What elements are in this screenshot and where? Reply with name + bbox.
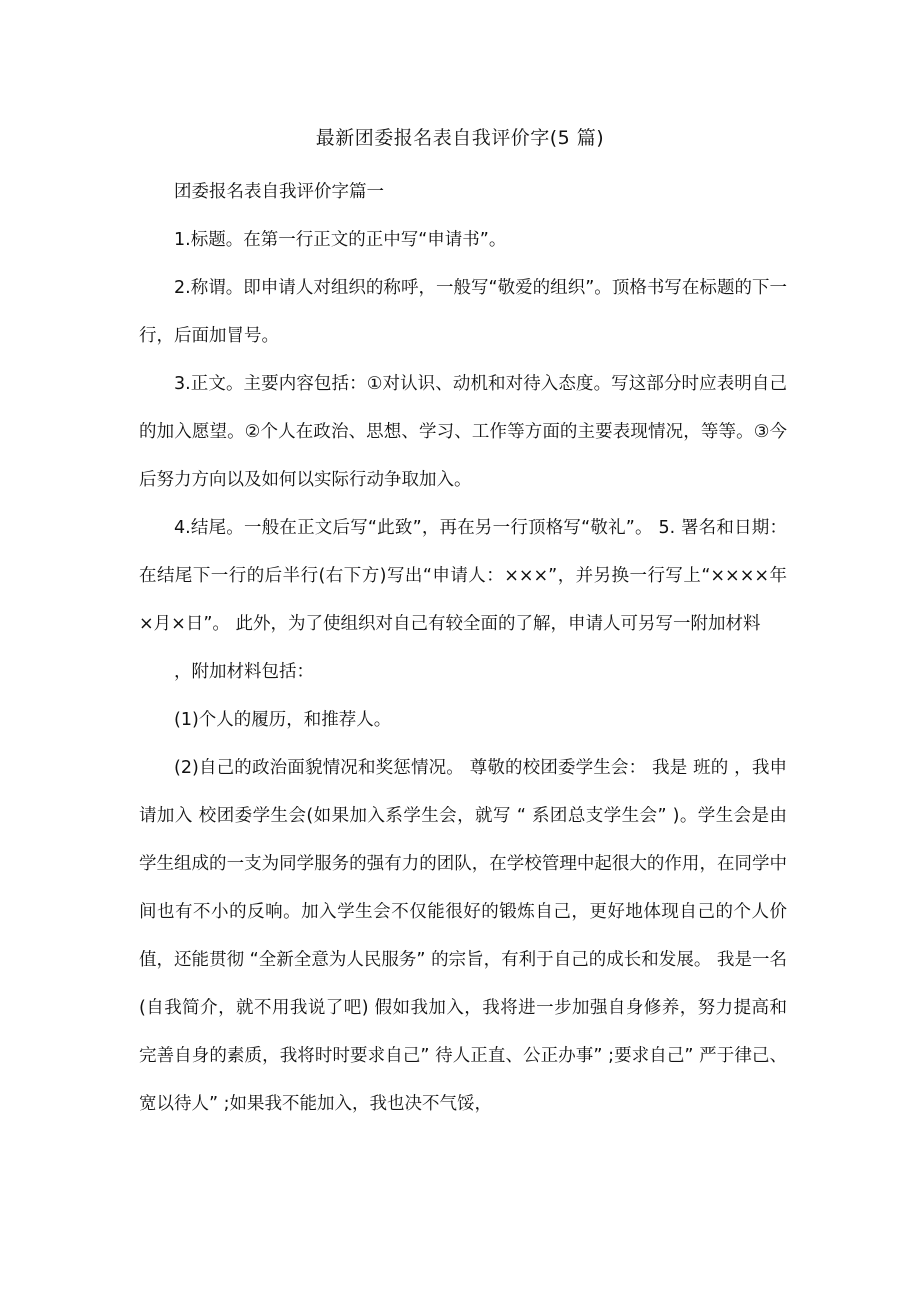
- paragraph-attachment-intro: ，附加材料包括：: [174, 662, 314, 682]
- paragraph-item-2: 2.称谓。即申请人对组织的称呼，一般写“敬爱的组织”。顶格书写在标题的下一行，后面加冒号。: [139, 278, 787, 346]
- paragraph-item-1: 1.标题。在第一行正文的正中写“申请书”。: [174, 230, 507, 250]
- paragraph-attachment-1: (1)个人的履历，和推荐人。: [174, 710, 392, 730]
- paragraph-item-3: 3.正文。主要内容包括：①对认识、动机和对待入态度。写这部分时应表明自己的加入愿望。②个人在政治、思想、学习、工作等方面的主要表现情况，等等。③今后努力方向以及如何以实际行动争取加入。: [139, 374, 787, 490]
- document-body: [139, 168, 787, 1128]
- paragraph-section-heading: 团委报名表自我评价字篇一: [174, 182, 384, 202]
- paragraph-item-4: 4.结尾。一般在正文后写“此致”，再在另一行顶格写“敬礼”。 5. 署名和日期：在结尾下一行的后半行(右下方)写出“申请人：×××”，并另换一行写上“××××年×月×日”。 此外，为了使组织对自己有较全面的了解，申请人可另写一附加材料: [139, 518, 787, 634]
- document-title: 最新团委报名表自我评价字(5 篇): [315, 127, 605, 149]
- paragraph-attachment-2: (2)自己的政治面貌情况和奖惩情况。 尊敬的校团委学生会： 我是 班的 ，我申请加入 校团委学生会(如果加入系学生会，就写 “ 系团总支学生会” )。学生会是由学生组成的一支为同学服务的强有力的团队，在学校管理中起很大的作用，在同学中间也有不小的反响。加入学生会不仅能很好的锻炼自己，更好地体现自己的个人价值，还能贯彻 “全新全意为人民服务” 的宗旨，有利于自己的成长和发展。 我是一名(自我简介，就不用我说了吧) 假如我加入，我将进一步加强自身修养，努力提高和完善自身的素质，我将时时要求自己” 待人正直、公正办事” ;要求自己” 严于律己、宽以待人” ;如果我不能加入，我也决不气馁，: [139, 758, 787, 1114]
